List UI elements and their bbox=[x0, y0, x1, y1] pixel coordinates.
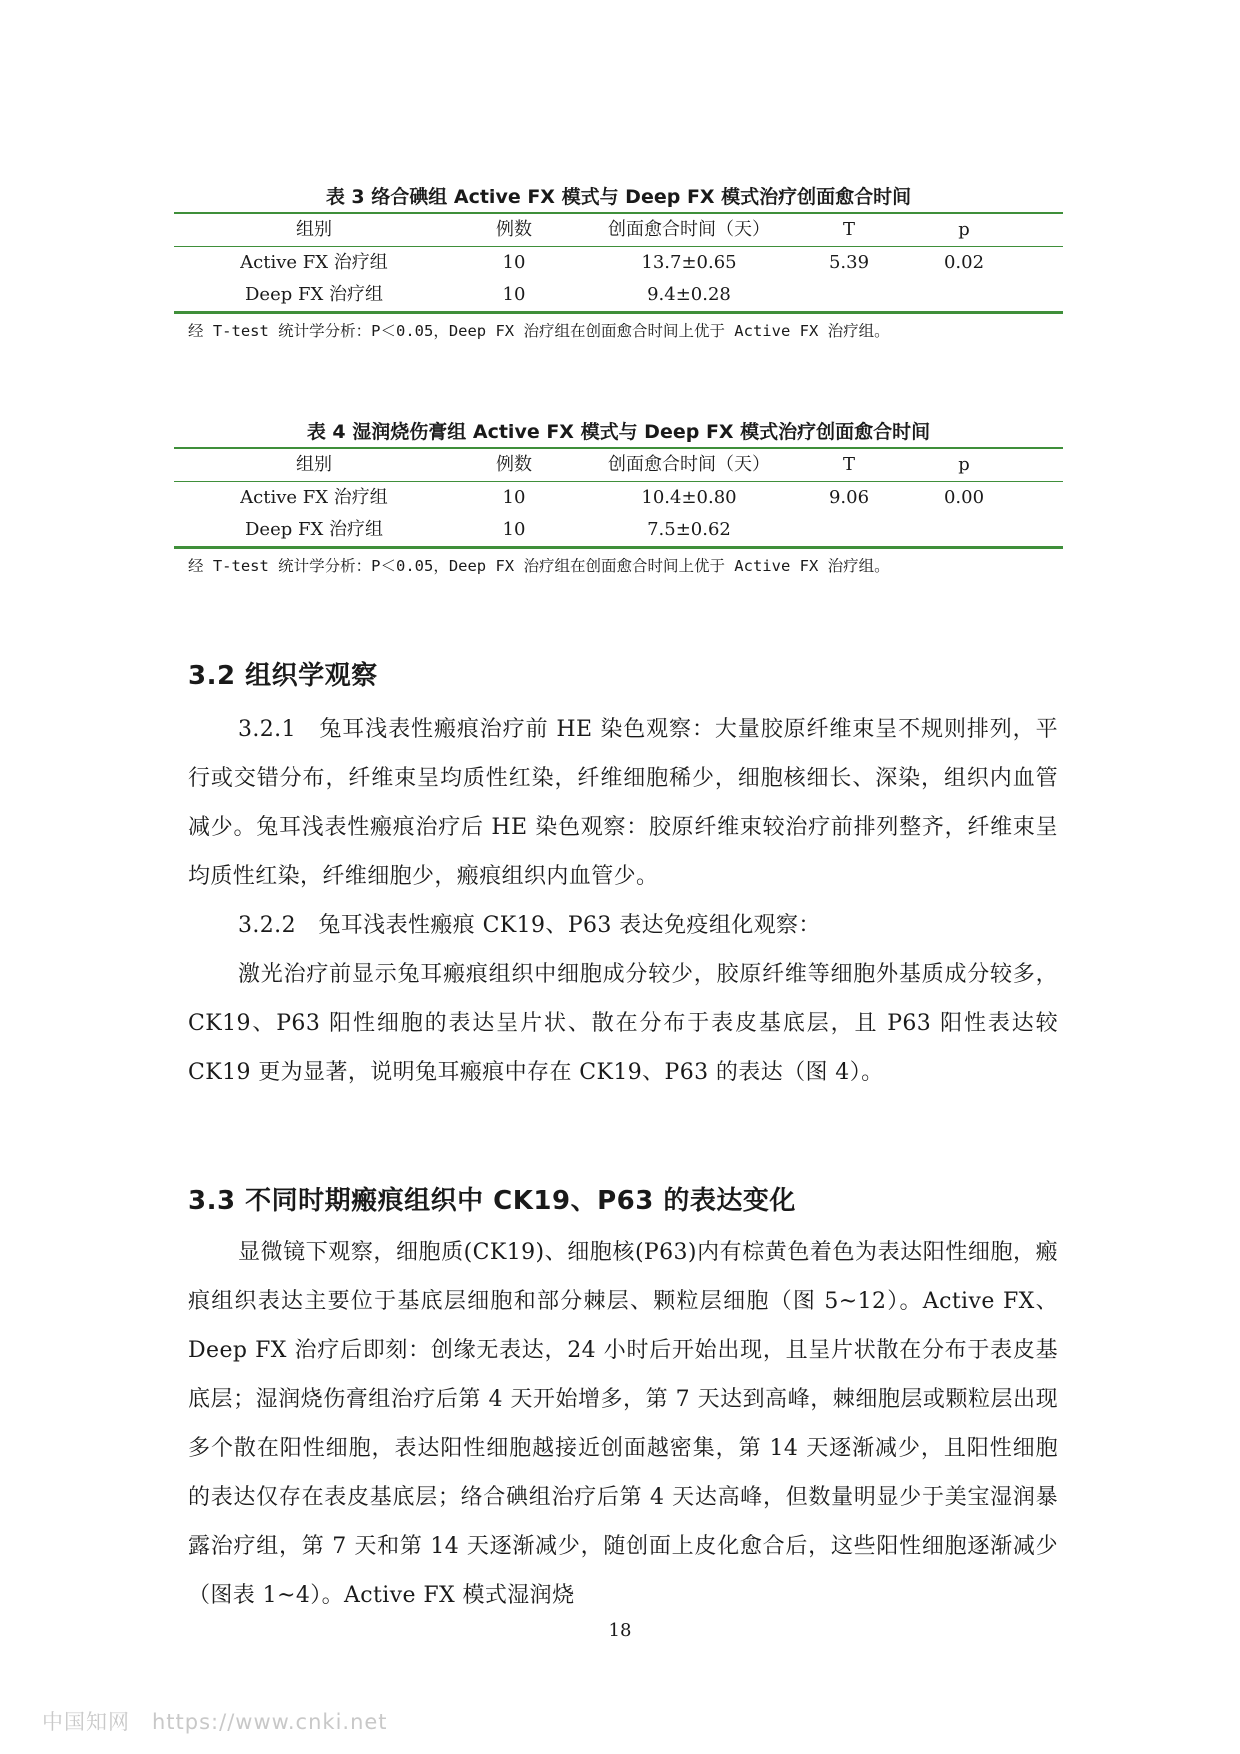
header-t: T bbox=[842, 454, 855, 475]
paragraph: 3.2.2 兔耳浅表性瘢痕 CK19、P63 表达免疫组化观察： bbox=[238, 913, 821, 938]
section-heading-3-3: 3.3 不同时期瘢痕组织中 CK19、P63 的表达变化 bbox=[188, 1186, 796, 1216]
table-note: 经 T-test 统计学分析：P＜0.05，Deep FX 治疗组在创面愈合时间上优于 Active FX 治疗组。 bbox=[188, 322, 890, 340]
paragraph: 激光治疗前显示兔耳瘢痕组织中细胞成分较少，胶原纤维等细胞外基质成分较多，CK19、P63 阳性细胞的表达呈片状、散在分布于表皮基底层，且 P63 阳性表达较 CK19 更为显著，说明兔耳瘢痕中存在 CK19、P63 的表达（图 4）。 bbox=[188, 962, 1058, 1085]
table-row bbox=[174, 482, 1063, 514]
table-title: 表 3 络合碘组 Active FX 模式与 Deep FX 模式治疗创面愈合时间 bbox=[325, 186, 912, 208]
header-p: p bbox=[958, 454, 970, 475]
cnki-watermark: 中国知网 https://www.cnki.net bbox=[42, 1710, 388, 1734]
cell-healing-time: 10.4±0.80 bbox=[641, 487, 737, 508]
table-3 bbox=[174, 182, 1063, 344]
cell-healing-time: 9.4±0.28 bbox=[647, 284, 731, 305]
cell-count: 10 bbox=[502, 252, 526, 273]
header-count: 例数 bbox=[496, 219, 532, 240]
cell-healing-time: 7.5±0.62 bbox=[647, 519, 731, 540]
table-header-row bbox=[174, 214, 1063, 246]
section-3-2-body bbox=[188, 705, 1058, 1097]
cell-p: 0.00 bbox=[943, 487, 985, 508]
cell-t: 9.06 bbox=[828, 487, 870, 508]
table-row bbox=[174, 247, 1063, 279]
header-healing-time: 创面愈合时间（天） bbox=[608, 219, 770, 240]
paragraph: 显微镜下观察，细胞质(CK19)、细胞核(P63)内有棕黄色着色为表达阳性细胞，瘢痕组织表达主要位于基底层细胞和部分棘层、颗粒层细胞（图 5~12）。Active FX、Deep FX 治疗后即刻：创缘无表达，24 小时后开始出现，且呈片状散在分布于表皮基底层；湿润烧伤膏组治疗后第 4 天开始增多，第 7 天达到高峰，棘细胞层或颗粒层出现多个散在阳性细胞，表达阳性细胞越接近创面越密集，第 14 天逐渐减少，且阳性细胞的表达仅存在表皮基底层；络合碘组治疗后第 4 天达高峰，但数量明显少于美宝湿润暴露治疗组，第 7 天和第 14 天逐渐减少，随创面上皮化愈合后，这些阳性细胞逐渐减少（图表 1~4）。Active FX 模式湿润烧 bbox=[188, 1240, 1058, 1608]
paragraph: 3.2.1 兔耳浅表性瘢痕治疗前 HE 染色观察：大量胶原纤维束呈不规则排列，平行或交错分布，纤维束呈均质性红染，纤维细胞稀少，细胞核细长、深染，组织内血管减少。兔耳浅表性瘢痕治疗后 HE 染色观察：胶原纤维束较治疗前排列整齐，纤维束呈均质性红染，纤维细胞少，瘢痕组织内血管少。 bbox=[188, 717, 1058, 889]
header-group: 组别 bbox=[296, 454, 332, 475]
cell-t: 5.39 bbox=[828, 252, 870, 273]
table-row bbox=[174, 514, 1063, 546]
header-t: T bbox=[842, 219, 855, 240]
header-group: 组别 bbox=[296, 219, 332, 240]
cell-group: Deep FX 治疗组 bbox=[244, 519, 383, 540]
cell-count: 10 bbox=[502, 519, 526, 540]
table-bottom-rule bbox=[174, 311, 1063, 314]
table-4 bbox=[174, 417, 1063, 579]
header-count: 例数 bbox=[496, 454, 532, 475]
cell-p: 0.02 bbox=[943, 252, 985, 273]
cell-group: Deep FX 治疗组 bbox=[244, 284, 383, 305]
header-healing-time: 创面愈合时间（天） bbox=[608, 454, 770, 475]
cell-group: Active FX 治疗组 bbox=[240, 252, 388, 273]
table-note: 经 T-test 统计学分析：P＜0.05，Deep FX 治疗组在创面愈合时间上优于 Active FX 治疗组。 bbox=[188, 557, 890, 575]
cell-count: 10 bbox=[502, 284, 526, 305]
cell-healing-time: 13.7±0.65 bbox=[641, 252, 737, 273]
cell-count: 10 bbox=[502, 487, 526, 508]
cell-group: Active FX 治疗组 bbox=[240, 487, 388, 508]
section-3-3-body bbox=[188, 1228, 1058, 1620]
page-number: 18 bbox=[608, 1620, 632, 1641]
table-title: 表 4 湿润烧伤膏组 Active FX 模式与 Deep FX 模式治疗创面愈合时间 bbox=[306, 421, 931, 443]
table-header-row bbox=[174, 449, 1063, 481]
header-p: p bbox=[958, 219, 970, 240]
table-bottom-rule bbox=[174, 546, 1063, 549]
section-heading-3-2: 3.2 组织学观察 bbox=[188, 661, 378, 691]
table-row bbox=[174, 279, 1063, 311]
